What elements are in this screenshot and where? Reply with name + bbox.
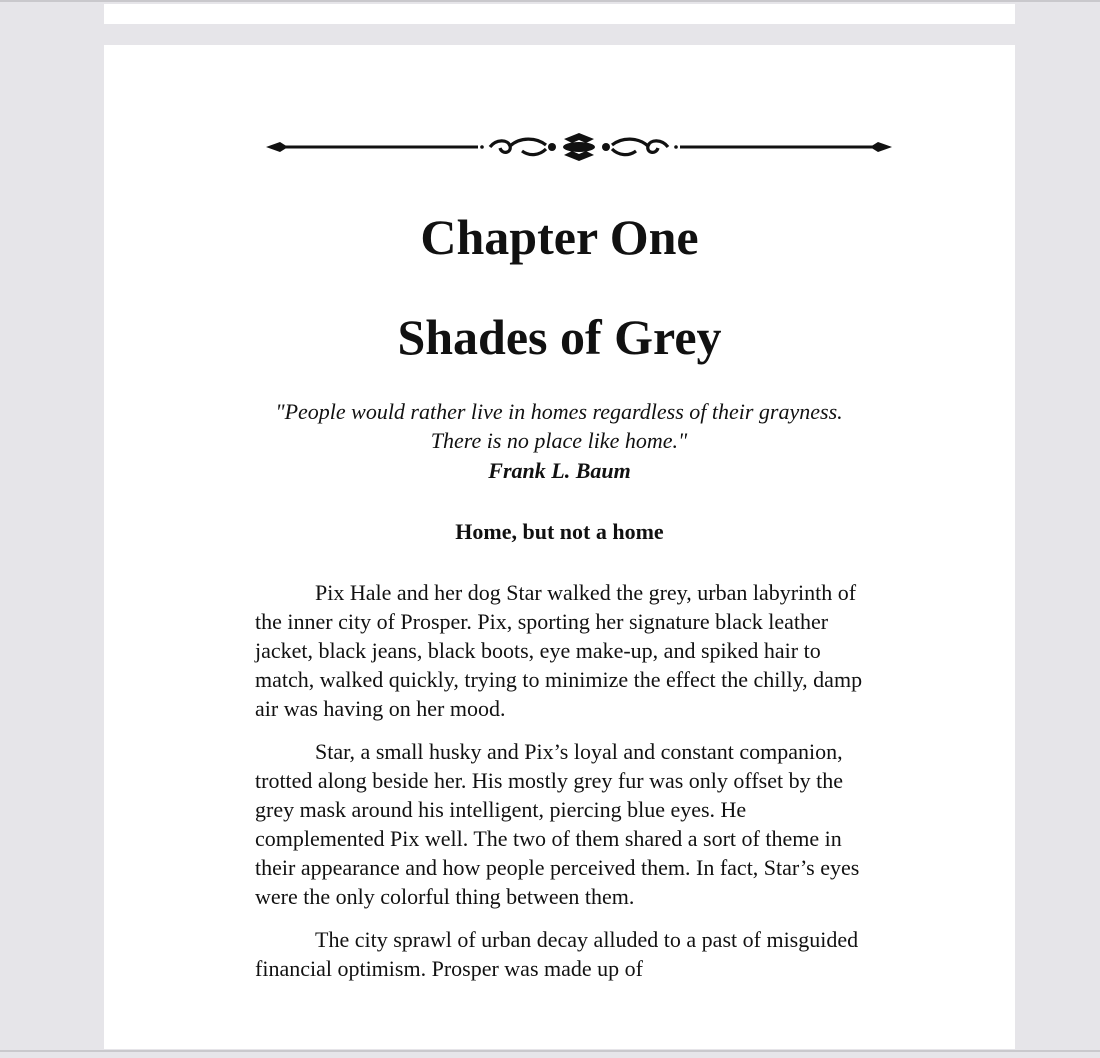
chapter-title: Chapter One [420,209,699,265]
document-page [104,45,1015,1049]
body-text [255,578,870,997]
previous-page [104,4,1015,24]
section-heading: Home, but not a home [455,519,664,544]
viewer-bottom-border [0,1050,1100,1052]
ornament-divider-icon [264,129,894,165]
paragraph: Star, a small husky and Pix’s loyal and constant companion, trotted along beside her. His mostly grey fur was only offset by the grey mask around his intelligent, piercing blue eyes. He complemented Pix well. The two of them shared a sort of theme in their appearance and how people perceived them. In fact, Star’s eyes were the only colorful thing between them. [255,739,860,909]
chapter-subtitle: Shades of Grey [397,309,722,365]
epigraph-author: Frank L. Baum [488,458,631,483]
viewer-top-border [0,0,1100,2]
epigraph-quote: "People would rather live in homes regardless of their grayness. There is no place like home." [275,399,843,453]
paragraph: Pix Hale and her dog Star walked the grey, urban labyrinth of the inner city of Prosper. Pix, sporting her signature black leather jacket, black jeans, black boots, eye make-up, and spiked hair to match, walked quickly, trying to minimize the effect the chilly, damp air was having on her mood. [255,580,863,721]
paragraph: The city sprawl of urban decay alluded to a past of misguided financial optimism. Prosper was made up of [255,927,859,981]
